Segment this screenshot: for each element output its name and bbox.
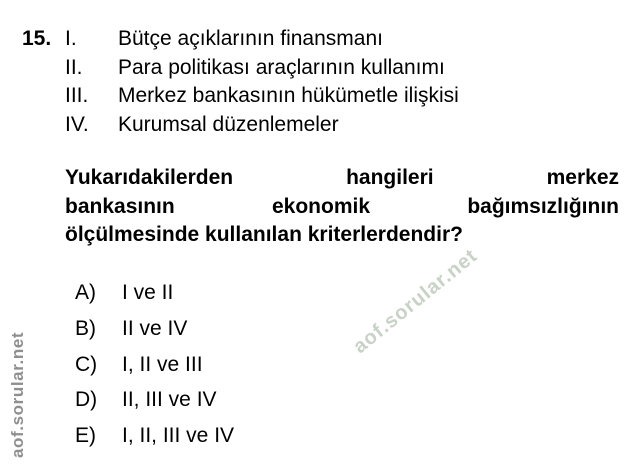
option-letter: E) bbox=[75, 424, 96, 448]
option-row-c bbox=[75, 351, 234, 387]
premise-item bbox=[22, 111, 459, 140]
premise-item bbox=[22, 25, 459, 54]
option-row-b bbox=[75, 315, 234, 351]
option-letter: D) bbox=[75, 388, 98, 412]
stem-line: bankasının ekonomik bağımsızlığının bbox=[65, 194, 619, 218]
option-text: I, II ve III bbox=[122, 352, 203, 376]
premise-text: Para politikası araçlarının kullanımı bbox=[118, 55, 445, 79]
question-number-spacer bbox=[22, 54, 65, 83]
premise-list bbox=[22, 25, 459, 139]
option-list bbox=[75, 279, 234, 458]
premise-item bbox=[22, 54, 459, 83]
stem-line: ölçülmesinde kullanılan kriterlerdendir? bbox=[65, 223, 463, 246]
option-row-d bbox=[75, 386, 234, 422]
premise-numeral: III. bbox=[65, 84, 89, 107]
watermark-vertical: aof.sorular.net bbox=[8, 331, 27, 458]
option-text: I ve II bbox=[122, 281, 174, 304]
option-text: I, II, III ve IV bbox=[122, 424, 235, 448]
premise-numeral: I. bbox=[65, 27, 77, 50]
premise-text: Merkez bankasının hükümetle ilişkisi bbox=[118, 84, 459, 107]
stem-line: Yukarıdakilerden hangileri merkez bbox=[65, 166, 619, 189]
watermark-diagonal: aof.sorular.net bbox=[349, 244, 482, 358]
premise-text: Kurumsal düzenlemeler bbox=[118, 112, 339, 136]
premise-item bbox=[22, 82, 459, 111]
question-stem bbox=[65, 164, 619, 250]
option-text: II ve IV bbox=[122, 316, 188, 340]
option-letter: A) bbox=[75, 281, 96, 304]
premise-numeral: II. bbox=[65, 55, 83, 79]
option-row-a bbox=[75, 279, 234, 315]
question-number-spacer bbox=[22, 111, 65, 140]
premise-numeral: IV. bbox=[65, 112, 89, 136]
option-row-e bbox=[75, 422, 234, 458]
option-text: II, III ve IV bbox=[122, 388, 217, 412]
question-number-spacer bbox=[22, 82, 65, 111]
option-letter: C) bbox=[75, 352, 98, 376]
premise-text: Bütçe açıklarının finansmanı bbox=[118, 27, 383, 50]
question-number: 15. bbox=[22, 27, 52, 50]
option-letter: B) bbox=[75, 316, 96, 340]
